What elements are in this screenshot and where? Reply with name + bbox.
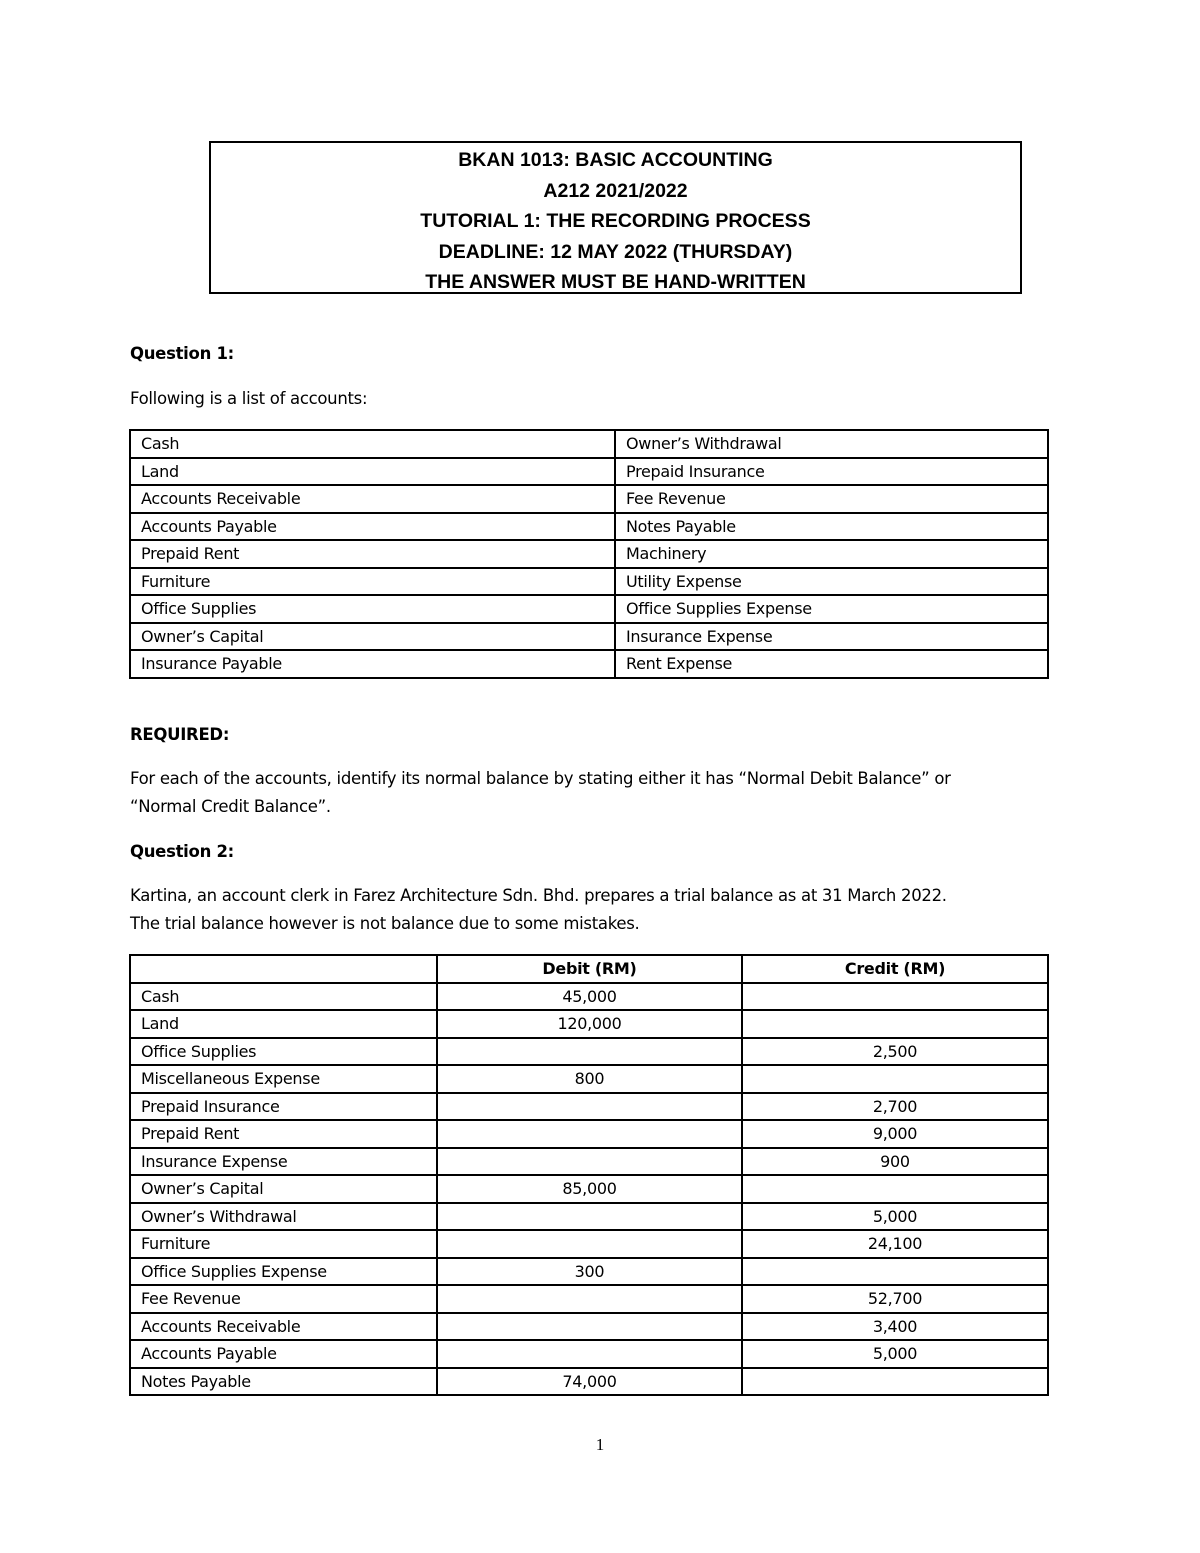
credit-cell: 24,100 (742, 1230, 1048, 1258)
account-name-cell: Land (130, 1010, 437, 1038)
credit-cell: 52,700 (742, 1285, 1048, 1313)
account-name-cell: Office Supplies Expense (130, 1258, 437, 1286)
table-row (130, 1340, 1048, 1368)
table-row (130, 1093, 1048, 1121)
account-name-cell: Accounts Payable (130, 1340, 437, 1368)
table-row (130, 1148, 1048, 1176)
tutorial-title: TUTORIAL 1: THE RECORDING PROCESS (420, 210, 811, 232)
required-text-line2: “Normal Credit Balance”. (130, 797, 331, 816)
account-cell: Owner’s Capital (130, 623, 615, 651)
account-cell: Insurance Payable (130, 650, 615, 678)
debit-cell (437, 1093, 742, 1121)
required-text-line1: For each of the accounts, identify its normal balance by stating either it has “Normal Debit Balance” or (130, 769, 951, 788)
credit-cell: 900 (742, 1148, 1048, 1176)
account-name-cell: Prepaid Rent (130, 1120, 437, 1148)
table-row (130, 540, 1048, 568)
table-row (130, 595, 1048, 623)
credit-cell: 3,400 (742, 1313, 1048, 1341)
question1-intro: Following is a list of accounts: (130, 389, 368, 408)
table-row (130, 1230, 1048, 1258)
debit-cell: 74,000 (437, 1368, 742, 1396)
account-name-cell: Owner’s Capital (130, 1175, 437, 1203)
debit-cell (437, 1148, 742, 1176)
table-row (130, 513, 1048, 541)
required-heading: REQUIRED: (130, 725, 230, 744)
account-name-cell: Cash (130, 983, 437, 1011)
credit-cell (742, 1175, 1048, 1203)
table-row (130, 1175, 1048, 1203)
credit-cell (742, 1258, 1048, 1286)
account-name-cell: Fee Revenue (130, 1285, 437, 1313)
table-row (130, 485, 1048, 513)
debit-cell (437, 1340, 742, 1368)
table-row (130, 1010, 1048, 1038)
header-cell-credit: Credit (RM) (742, 955, 1048, 983)
deadline-line: DEADLINE: 12 MAY 2022 (THURSDAY) (438, 240, 793, 263)
account-cell: Office Supplies (130, 595, 615, 623)
account-cell: Prepaid Insurance (615, 458, 1048, 486)
question2-heading: Question 2: (130, 842, 234, 861)
account-name-cell: Office Supplies (130, 1038, 437, 1066)
account-name-cell: Accounts Receivable (130, 1313, 437, 1341)
table-row (130, 1258, 1048, 1286)
question2-intro-line1: Kartina, an account clerk in Farez Architecture Sdn. Bhd. prepares a trial balance as at 31 March 2022. (130, 886, 947, 905)
debit-cell: 120,000 (437, 1010, 742, 1038)
table-row (130, 458, 1048, 486)
credit-cell (742, 1368, 1048, 1396)
debit-cell (437, 1285, 742, 1313)
course-title: BKAN 1013: BASIC ACCOUNTING (458, 149, 773, 171)
table-row (130, 1065, 1048, 1093)
account-cell: Owner’s Withdrawal (615, 430, 1048, 458)
header-cell-account (130, 955, 437, 983)
account-name-cell: Insurance Expense (130, 1148, 437, 1176)
credit-cell: 5,000 (742, 1203, 1048, 1231)
debit-cell: 45,000 (437, 983, 742, 1011)
debit-cell: 800 (437, 1065, 742, 1093)
debit-cell (437, 1313, 742, 1341)
account-name-cell: Owner’s Withdrawal (130, 1203, 437, 1231)
credit-cell (742, 1065, 1048, 1093)
account-cell: Accounts Receivable (130, 485, 615, 513)
page-number: 1 (595, 1435, 605, 1454)
semester-line: A212 2021/2022 (543, 179, 688, 202)
credit-cell (742, 983, 1048, 1011)
account-cell: Prepaid Rent (130, 540, 615, 568)
debit-cell: 85,000 (437, 1175, 742, 1203)
accounts-list-table (129, 429, 1049, 679)
table-row (130, 1038, 1048, 1066)
account-name-cell: Miscellaneous Expense (130, 1065, 437, 1093)
header-cell-debit: Debit (RM) (437, 955, 742, 983)
account-cell: Accounts Payable (130, 513, 615, 541)
debit-cell (437, 1038, 742, 1066)
table-row (130, 1368, 1048, 1396)
account-cell: Cash (130, 430, 615, 458)
account-name-cell: Furniture (130, 1230, 437, 1258)
account-cell: Insurance Expense (615, 623, 1048, 651)
table-header-row (130, 955, 1048, 983)
table-row (130, 1313, 1048, 1341)
title-box (209, 141, 1022, 294)
table-row (130, 1120, 1048, 1148)
table-row (130, 568, 1048, 596)
account-cell: Notes Payable (615, 513, 1048, 541)
credit-cell (742, 1010, 1048, 1038)
table-row (130, 1285, 1048, 1313)
table-row (130, 983, 1048, 1011)
credit-cell: 2,700 (742, 1093, 1048, 1121)
account-cell: Furniture (130, 568, 615, 596)
account-cell: Machinery (615, 540, 1048, 568)
trial-balance-table (129, 954, 1049, 1396)
question1-heading: Question 1: (130, 344, 234, 363)
table-row (130, 650, 1048, 678)
account-cell: Rent Expense (615, 650, 1048, 678)
instruction-line: THE ANSWER MUST BE HAND-WRITTEN (425, 271, 806, 293)
credit-cell: 2,500 (742, 1038, 1048, 1066)
account-cell: Land (130, 458, 615, 486)
account-cell: Office Supplies Expense (615, 595, 1048, 623)
table-row (130, 623, 1048, 651)
credit-cell: 5,000 (742, 1340, 1048, 1368)
account-cell: Fee Revenue (615, 485, 1048, 513)
debit-cell (437, 1120, 742, 1148)
account-name-cell: Prepaid Insurance (130, 1093, 437, 1121)
debit-cell (437, 1230, 742, 1258)
question2-intro-line2: The trial balance however is not balance due to some mistakes. (130, 914, 640, 933)
table-row (130, 1203, 1048, 1231)
debit-cell: 300 (437, 1258, 742, 1286)
account-name-cell: Notes Payable (130, 1368, 437, 1396)
table-row (130, 430, 1048, 458)
debit-cell (437, 1203, 742, 1231)
account-cell: Utility Expense (615, 568, 1048, 596)
credit-cell: 9,000 (742, 1120, 1048, 1148)
